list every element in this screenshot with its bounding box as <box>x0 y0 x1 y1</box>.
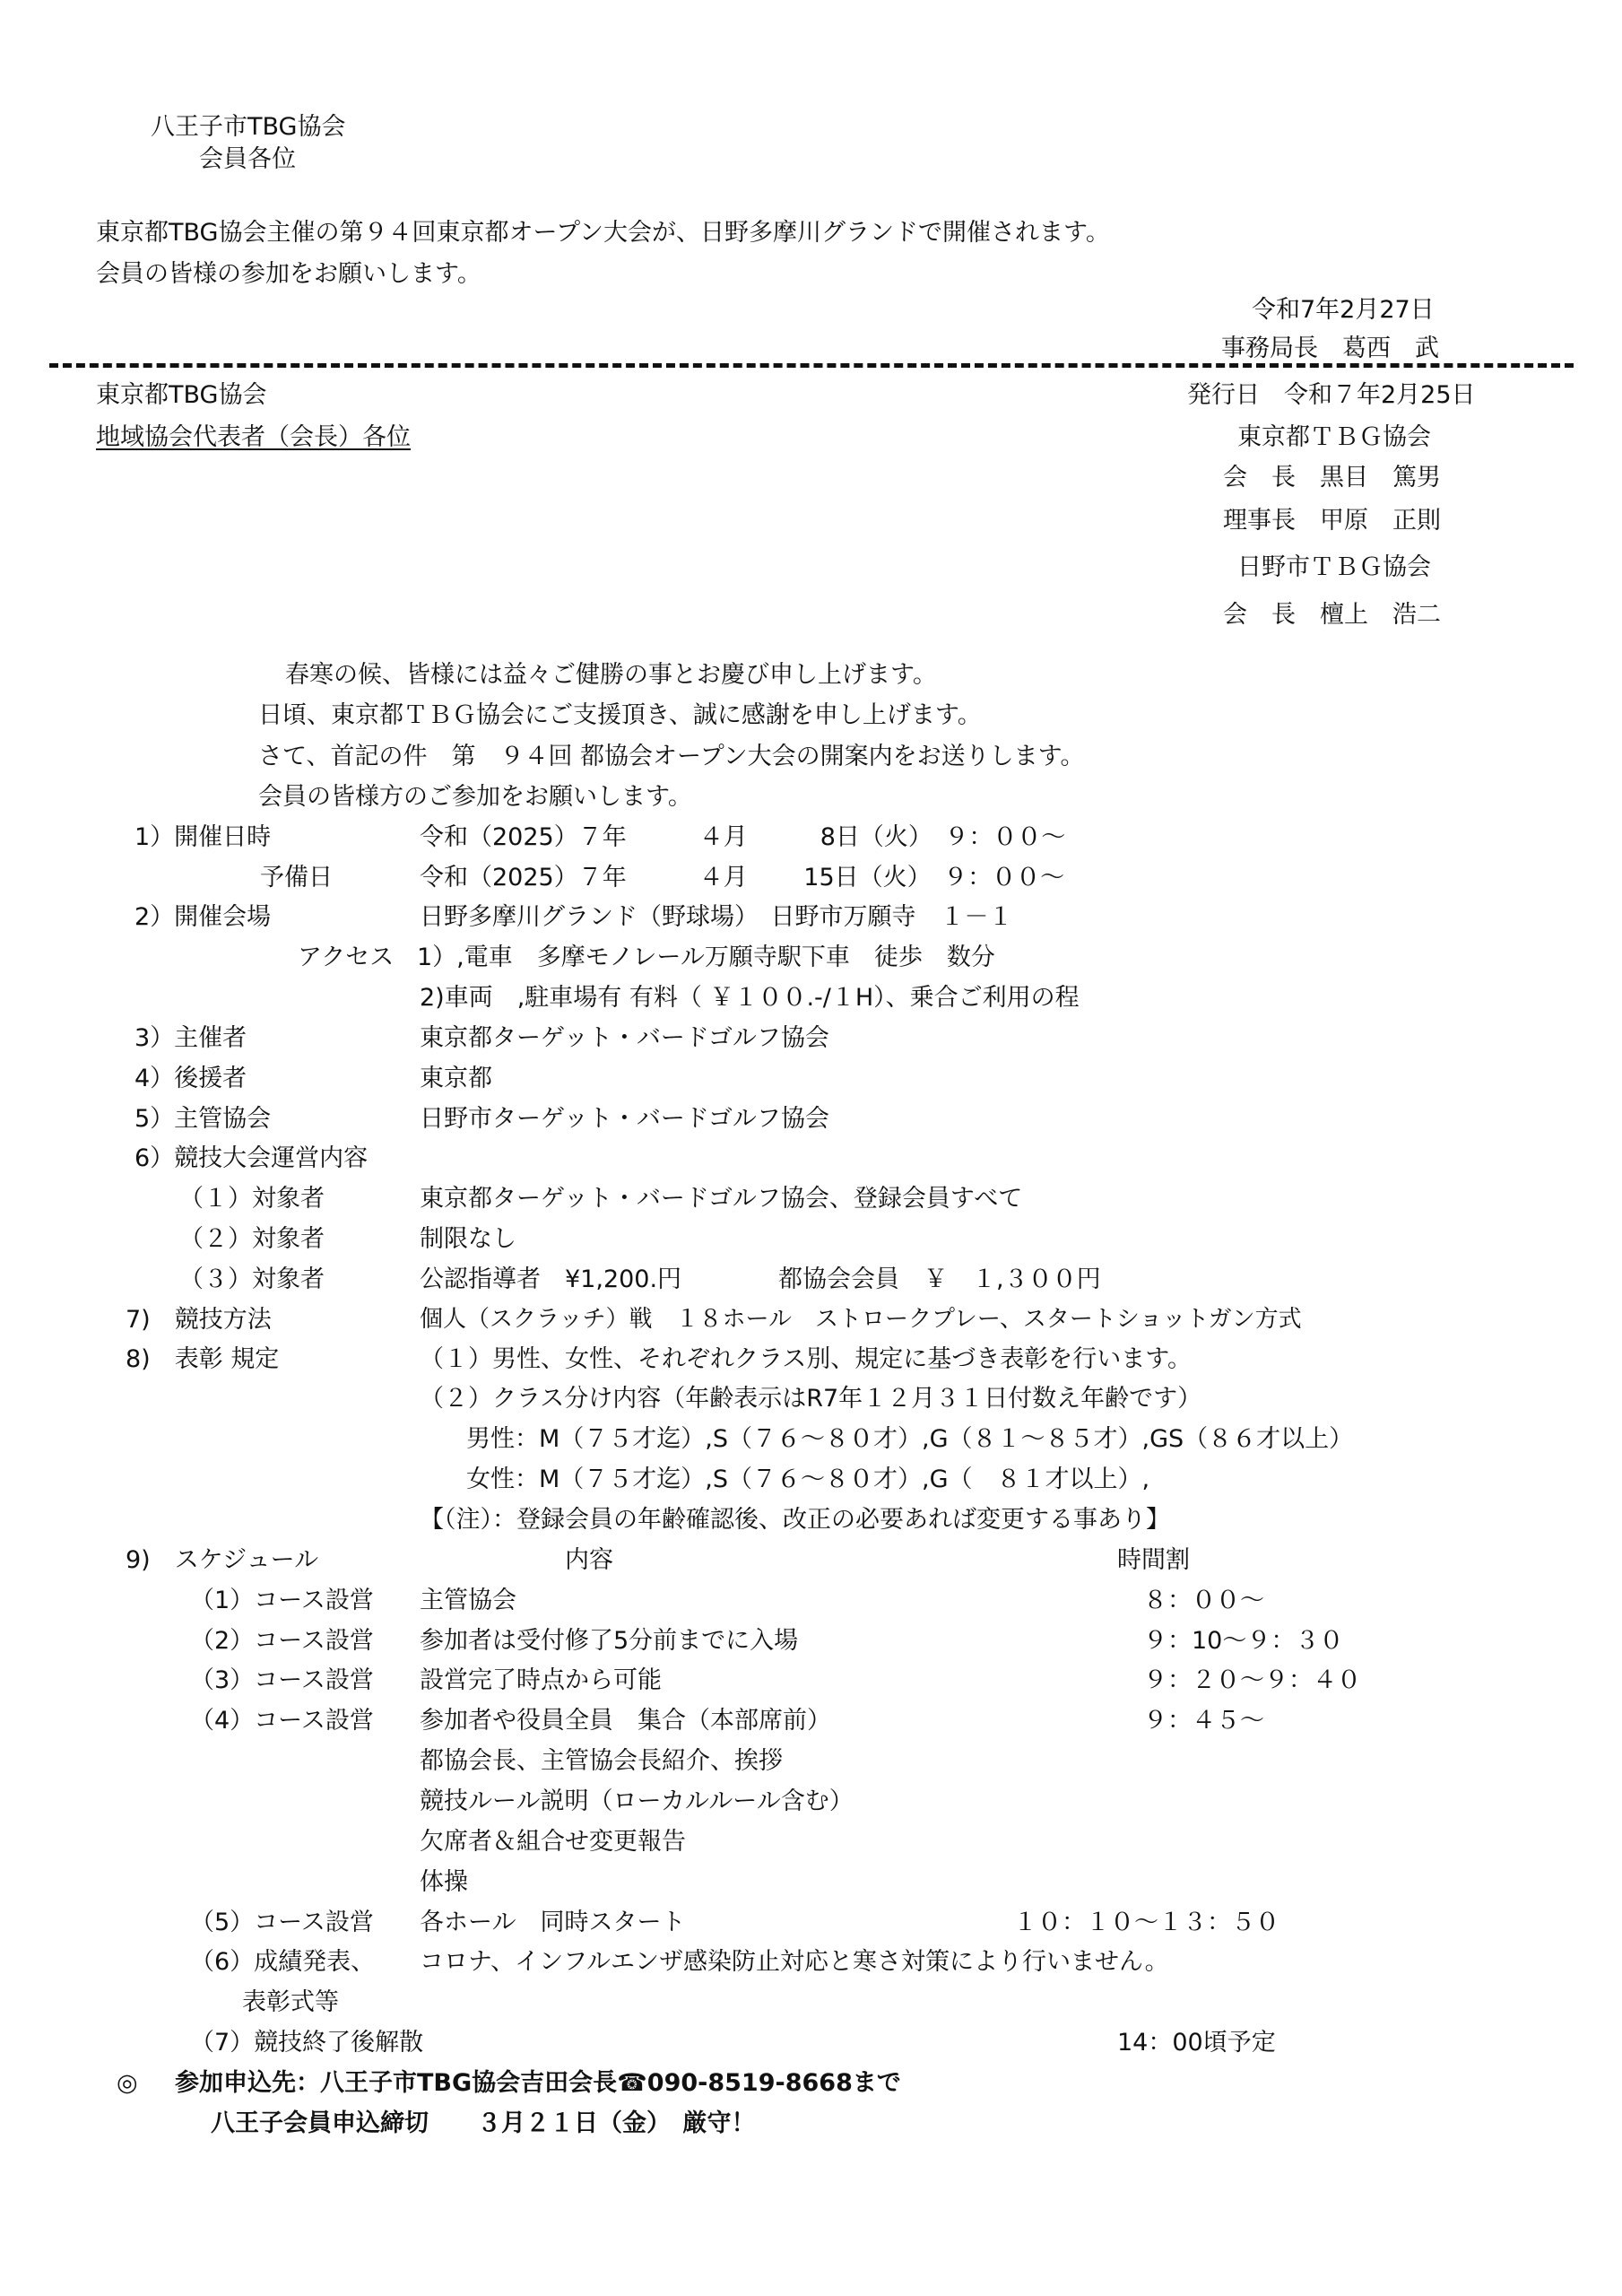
item-value: 東京都ターゲット・バードゴルフ協会、登録会員すべて <box>420 1185 1023 1213</box>
item-value: 日野市ターゲット・バードゴルフ協会 <box>420 1105 829 1133</box>
item-value: （１）男性、女性、それぞれクラス別、規定に基づき表彰を行います。 <box>420 1345 1193 1373</box>
schedule-row-content: コロナ、インフルエンザ感染防止対応と寒さ対策により行いません。 <box>420 1948 1169 1976</box>
item-label: 予備日 <box>260 864 333 891</box>
schedule-row-content: 設営完了時点から可能 <box>420 1666 662 1694</box>
class-note: 【（注）：登録会員の年齢確認後、改正の必要あれば変更する事あり】 <box>420 1506 1170 1534</box>
sender-line: 日野市ＴＢＧ協会 <box>1237 553 1431 581</box>
schedule-row-time: ９：４５～ <box>1143 1707 1264 1735</box>
footer-contact: 参加申込先：八王子市TBG協会吉田会長☎090-8519-8668まで <box>175 2069 901 2097</box>
schedule-row-time: ９：10～９：３０ <box>1143 1627 1344 1655</box>
schedule-row-label: （2）コース設営 <box>190 1627 374 1655</box>
item-label: （２）対象者 <box>179 1225 325 1253</box>
schedule-row-time: ９：２０～９：４０ <box>1143 1666 1361 1694</box>
schedule-row-label: （7）競技終了後解散 <box>190 2029 424 2057</box>
schedule-row-content: 主管協会 <box>420 1587 516 1614</box>
schedule-col-content: 内容 <box>565 1546 613 1574</box>
schedule-row-label: 表彰式等 <box>242 1988 339 2016</box>
cut-line-divider <box>49 363 1574 368</box>
schedule-label: 9) スケジュール <box>126 1546 319 1574</box>
item-label: （３）対象者 <box>179 1265 325 1293</box>
notice-recipient: 地域協会代表者（会長）各位 <box>96 423 411 451</box>
schedule-row-content: 各ホール 同時スタート <box>420 1909 686 1936</box>
item-label: 3）主催者 <box>134 1024 247 1052</box>
cover-recipient: 会員各位 <box>199 145 296 173</box>
item-value: 令和（2025）７年 ４月 15日（火） ９：００～ <box>420 864 1065 891</box>
schedule-row-time: ８：００～ <box>1143 1587 1264 1614</box>
greeting-line: 会員の皆様方のご参加をお願いします。 <box>258 783 692 811</box>
notice-from: 東京都TBG協会 <box>96 381 267 409</box>
schedule-col-time: 時間割 <box>1117 1546 1190 1574</box>
schedule-extra: 都協会長、主管協会長紹介、挨拶 <box>420 1747 783 1775</box>
schedule-extra: 競技ルール説明（ローカルルール含む） <box>420 1787 854 1815</box>
sender-line: 会 長 檀上 浩二 <box>1223 601 1441 629</box>
item-value: 公認指導者 ¥1,200.円 都協会会員 ￥ １,３００円 <box>420 1265 1101 1293</box>
item-value: 個人（スクラッチ）戦 １８ホール ストロークプレー、スタートショットガン方式 <box>420 1306 1302 1333</box>
item-value: （２）クラス分け内容（年齢表示はR7年１２月３１日付数え年齢です） <box>420 1385 1202 1413</box>
cover-org: 八王子市TBG協会 <box>151 113 346 141</box>
schedule-row-time: 14：00頃予定 <box>1117 2029 1276 2057</box>
schedule-row-label: （4）コース設営 <box>190 1707 374 1735</box>
schedule-extra: 体操 <box>420 1868 468 1896</box>
schedule-row-label: （6）成績発表、 <box>190 1948 376 1976</box>
item-value: 東京都 <box>420 1065 492 1092</box>
schedule-extra: 欠席者＆組合せ変更報告 <box>420 1828 686 1856</box>
item-label: 8) 表彰 規定 <box>126 1345 280 1373</box>
greeting-line: 日頃、東京都ＴＢＧ協会にご支援頂き、誠に感謝を申し上げます。 <box>258 701 982 729</box>
cover-signature: 事務局長 葛西 武 <box>1221 335 1439 362</box>
footer-mark: ◎ <box>117 2069 138 2097</box>
schedule-row-label: （5）コース設営 <box>190 1909 374 1936</box>
sender-line: 理事長 甲原 正則 <box>1223 507 1441 535</box>
item-label: 7) 競技方法 <box>126 1306 272 1334</box>
item-value: 制限なし <box>420 1225 516 1253</box>
sender-line: 会 長 黒目 篤男 <box>1223 464 1441 491</box>
cover-message-line2: 会員の皆様の参加をお願いします。 <box>96 260 481 288</box>
item-label: 2）開催会場 <box>134 903 272 931</box>
item-value: 日野多摩川グランド（野球場） 日野市万願寺 １－１ <box>420 903 1013 931</box>
schedule-row-label: （3）コース設営 <box>190 1666 374 1694</box>
cover-message-line1: 東京都TBG協会主催の第９４回東京都オープン大会が、日野多摩川グランドで開催されます。 <box>96 219 1110 247</box>
item-value: 2)車両 ,駐車場有 有料（ ￥１００.-/１H）、乗合ご利用の程 <box>420 984 1080 1012</box>
item-label: アクセス <box>298 944 395 971</box>
item-label: 1）開催日時 <box>134 823 272 851</box>
item-label: （１）対象者 <box>179 1185 325 1213</box>
schedule-row-content: 参加者や役員全員 集合（本部席前） <box>420 1707 831 1735</box>
greeting-line: 春寒の候、皆様には益々ご健勝の事とお慶び申し上げます。 <box>285 661 937 689</box>
item-value: 1）,電車 多摩モノレール万願寺駅下車 徒歩 数分 <box>417 944 995 971</box>
item-label: 4）後援者 <box>134 1065 247 1092</box>
issue-date: 発行日 令和７年2月25日 <box>1187 381 1476 409</box>
schedule-row-time: １０：１０～１３：５０ <box>1013 1909 1279 1936</box>
schedule-row-content: 参加者は受付修了5分前までに入場 <box>420 1627 799 1655</box>
item-value: 東京都ターゲット・バードゴルフ協会 <box>420 1024 829 1052</box>
greeting-line: さて、首記の件 第 ９４回 都協会オープン大会の開案内をお送りします。 <box>258 743 1085 770</box>
item-value: 令和（2025）７年 ４月 8日（火） ９：００～ <box>420 823 1066 851</box>
item-label: 5）主管協会 <box>134 1105 272 1133</box>
cover-date: 令和7年2月27日 <box>1252 296 1435 324</box>
footer-deadline: 八王子会員申込締切 ３月２１日（金） 厳守！ <box>211 2109 756 2137</box>
class-male: 男性：M（７５才迄）,S（７６～８０才）,G（８１～８５才）,GS（８６才以上） <box>466 1425 1354 1453</box>
schedule-row-label: （1）コース設営 <box>190 1587 374 1614</box>
item-label: 6）競技大会運営内容 <box>134 1144 369 1172</box>
class-female: 女性：M（７５才迄）,S（７６～８０才）,G（ ８１才以上）, <box>466 1465 1150 1493</box>
sender-line: 東京都ＴＢＧ協会 <box>1237 423 1431 451</box>
